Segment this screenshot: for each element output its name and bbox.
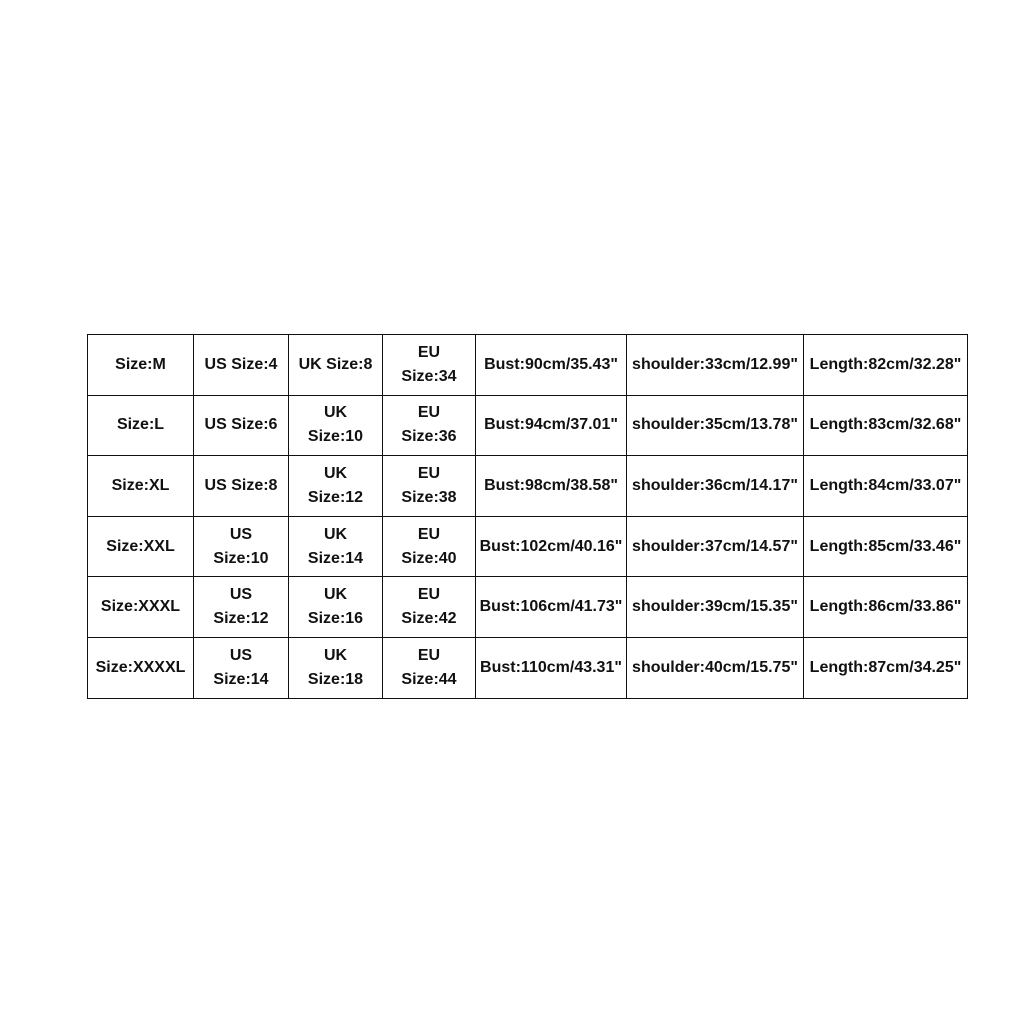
length-cell	[804, 516, 968, 577]
us-size-label: US Size:6	[204, 416, 278, 434]
length-label: Length:85cm/33.46"	[809, 537, 962, 555]
length-cell	[804, 456, 968, 517]
shoulder-cell	[627, 637, 804, 698]
eu-size-label: EU Size:42	[401, 586, 457, 628]
shoulder-label: shoulder:35cm/13.78"	[632, 416, 798, 434]
length-label: Length:86cm/33.86"	[809, 598, 962, 616]
bust-cell	[476, 395, 627, 456]
us-size-cell	[194, 516, 289, 577]
bust-cell	[476, 577, 627, 638]
size-label: Size:XXL	[106, 537, 175, 555]
eu-size-cell	[383, 516, 476, 577]
table-row	[88, 335, 968, 396]
bust-label: Bust:110cm/43.31"	[480, 658, 622, 676]
shoulder-cell	[627, 395, 804, 456]
length-label: Length:87cm/34.25"	[809, 658, 962, 676]
bust-label: Bust:94cm/37.01"	[484, 416, 618, 434]
uk-size-label: UK Size:18	[307, 646, 364, 688]
us-size-cell	[194, 577, 289, 638]
bust-cell	[476, 456, 627, 517]
us-size-cell	[194, 335, 289, 396]
eu-size-cell	[383, 577, 476, 638]
us-size-label: US Size:12	[213, 586, 269, 628]
us-size-cell	[194, 456, 289, 517]
length-cell	[804, 335, 968, 396]
bust-label: Bust:98cm/38.58"	[484, 476, 618, 494]
uk-size-cell	[289, 456, 383, 517]
shoulder-cell	[627, 516, 804, 577]
us-size-cell	[194, 637, 289, 698]
bust-cell	[476, 637, 627, 698]
shoulder-label: shoulder:36cm/14.17"	[632, 476, 798, 494]
uk-size-label: UK Size:8	[298, 355, 373, 373]
bust-cell	[476, 516, 627, 577]
size-label: Size:XXXL	[100, 598, 181, 616]
size-chart-table	[87, 334, 968, 699]
uk-size-label: UK Size:12	[307, 464, 364, 506]
eu-size-label: EU Size:36	[401, 404, 457, 446]
eu-size-cell	[383, 395, 476, 456]
shoulder-cell	[627, 577, 804, 638]
size-label: Size:XL	[111, 476, 170, 494]
bust-label: Bust:106cm/41.73"	[479, 598, 623, 616]
eu-size-cell	[383, 456, 476, 517]
eu-size-label: EU Size:44	[401, 646, 457, 688]
us-size-label: US Size:14	[213, 646, 269, 688]
shoulder-label: shoulder:37cm/14.57"	[632, 537, 798, 555]
us-size-label: US Size:8	[204, 476, 278, 494]
shoulder-cell	[627, 456, 804, 517]
table-row	[88, 395, 968, 456]
uk-size-cell	[289, 335, 383, 396]
eu-size-label: EU Size:38	[401, 464, 457, 506]
uk-size-label: UK Size:14	[307, 525, 364, 567]
size-chart-body	[88, 335, 968, 699]
size-cell	[88, 516, 194, 577]
length-label: Length:84cm/33.07"	[809, 476, 962, 494]
length-cell	[804, 637, 968, 698]
eu-size-label: EU Size:40	[401, 525, 457, 567]
eu-size-cell	[383, 335, 476, 396]
shoulder-label: shoulder:39cm/15.35"	[632, 598, 798, 616]
shoulder-cell	[627, 335, 804, 396]
us-size-cell	[194, 395, 289, 456]
uk-size-label: UK Size:16	[307, 586, 364, 628]
length-cell	[804, 577, 968, 638]
uk-size-cell	[289, 637, 383, 698]
bust-cell	[476, 335, 627, 396]
size-cell	[88, 456, 194, 517]
table-row	[88, 637, 968, 698]
length-label: Length:83cm/32.68"	[809, 416, 962, 434]
size-cell	[88, 577, 194, 638]
shoulder-label: shoulder:33cm/12.99"	[632, 355, 798, 373]
size-cell	[88, 637, 194, 698]
length-label: Length:82cm/32.28"	[809, 355, 962, 373]
table-row	[88, 456, 968, 517]
table-row	[88, 516, 968, 577]
size-label: Size:M	[115, 355, 166, 373]
size-cell	[88, 395, 194, 456]
eu-size-cell	[383, 637, 476, 698]
size-label: Size:L	[116, 416, 165, 434]
shoulder-label: shoulder:40cm/15.75"	[632, 658, 798, 676]
bust-label: Bust:90cm/35.43"	[484, 355, 618, 373]
eu-size-label: EU Size:34	[401, 343, 457, 385]
uk-size-cell	[289, 395, 383, 456]
size-label: Size:XXXXL	[95, 658, 186, 676]
length-cell	[804, 395, 968, 456]
uk-size-label: UK Size:10	[307, 404, 364, 446]
table-row	[88, 577, 968, 638]
uk-size-cell	[289, 577, 383, 638]
us-size-label: US Size:4	[204, 355, 278, 373]
size-cell	[88, 335, 194, 396]
bust-label: Bust:102cm/40.16"	[479, 537, 623, 555]
uk-size-cell	[289, 516, 383, 577]
us-size-label: US Size:10	[213, 525, 269, 567]
